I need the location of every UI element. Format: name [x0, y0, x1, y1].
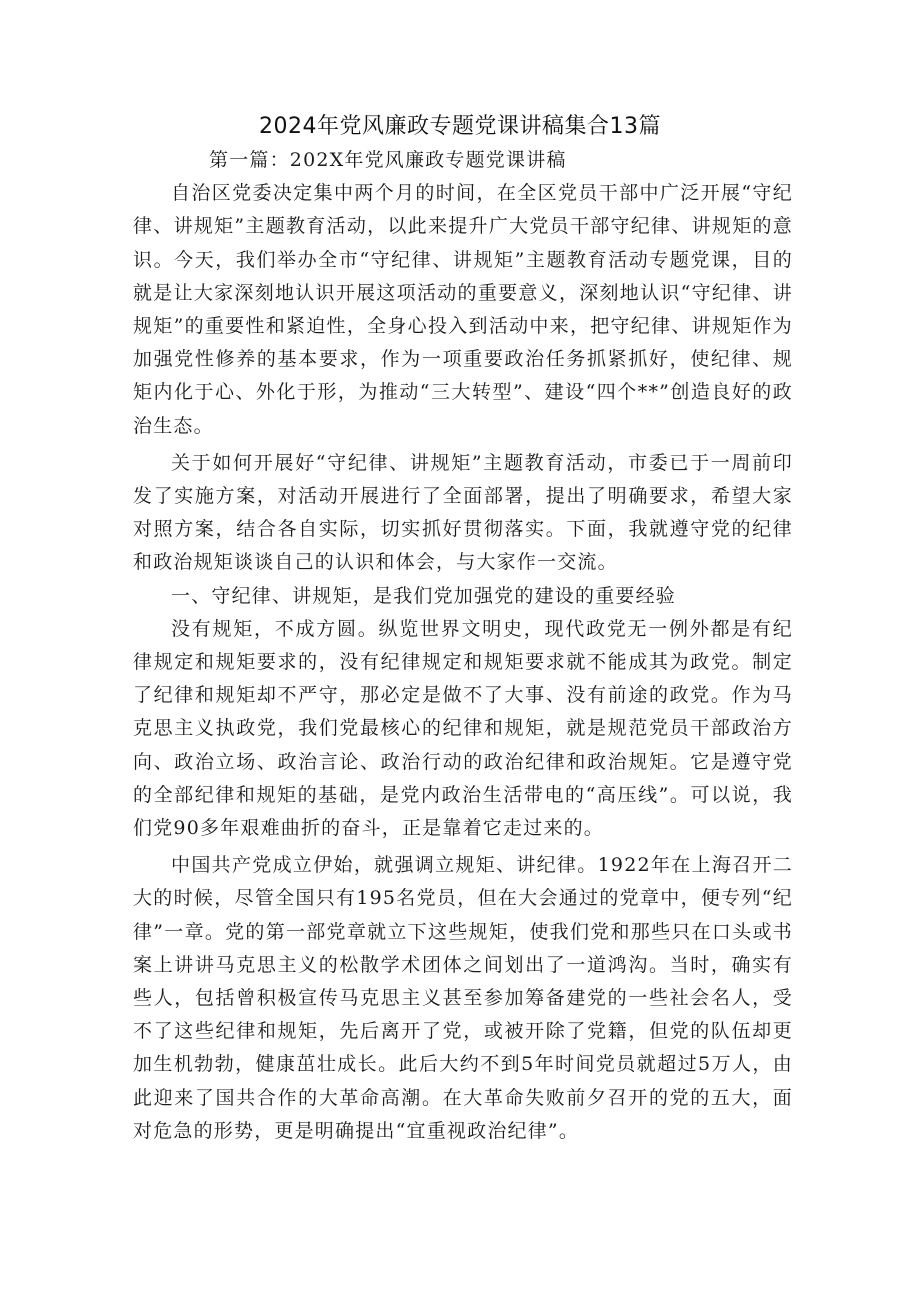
- paragraph-rules: 没有规矩，不成方圆。纵览世界文明史，现代政党无一例外都是有纪律规定和规矩要求的，没有纪律规定和规矩要求就不能成其为政党。制定了纪律和规矩却不严守，那必定是做不了大事、没有前途的政党。作为马克思主义执政党，我们党最核心的纪律和规矩，就是规范党员干部政治方向、政治立场、政治言论、政治行动的政治纪律和政治规矩。它是遵守党的全部纪律和规矩的基础，是党内政治生活带电的“高压线”。可以说，我们党90多年艰难曲折的奋斗，正是靠着它走过来的。: [133, 617, 793, 840]
- document-title: 2024年党风廉政专题党课讲稿集合13篇: [259, 114, 661, 139]
- paragraph-intro: 自治区党委决定集中两个月的时间，在全区党员干部中广泛开展“守纪律、讲规矩”主题教育活动，以此来提升广大党员干部守纪律、讲规矩的意识。今天，我们举办全市“守纪律、讲规矩”主题教育活动专题党课，目的就是让大家深刻地认识开展这项活动的重要意义，深刻地认识“守纪律、讲规矩”的重要性和紧迫性，全身心投入到活动中来，把守纪律、讲规矩作为加强党性修养的基本要求，作为一项重要政治任务抓紧抓好，使纪律、规矩内化于心、外化于形，为推动“三大转型”、建设“四个**”创造良好的政治生态。: [133, 182, 793, 437]
- document-body: [133, 144, 793, 1148]
- paragraph-plan: 关于如何开展好“守纪律、讲规矩”主题教育活动，市委已于一周前印发了实施方案，对活动开展进行了全面部署，提出了明确要求，希望大家对照方案，结合各自实际，切实抓好贯彻落实。下面，我就遵守党的纪律和政治规矩谈谈自己的认识和体会，与大家作一交流。: [133, 451, 793, 574]
- section-heading-1: 一、守纪律、讲规矩，是我们党加强党的建设的重要经验: [171, 584, 677, 607]
- document-subtitle: 第一篇：202X年党风廉政专题党课讲稿: [209, 149, 567, 171]
- paragraph-history: 中国共产党成立伊始，就强调立规矩、讲纪律。1922年在上海召开二大的时候，尽管全国只有195名党员，但在大会通过的党章中，便专列“纪律”一章。党的第一部党章就立下这些规矩，使我们党和那些只在口头或书案上讲讲马克思主义的松散学术团体之间划出了一道鸿沟。当时，确实有些人，包括曾积极宣传马克思主义甚至参加筹备建党的一些社会名人，受不了这些纪律和规矩，先后离开了党，或被开除了党籍，但党的队伍却更加生机勃勃，健康茁壮成长。此后大约不到5年时间党员就超过5万人，由此迎来了国共合作的大革命高潮。在大革命失败前夕召开的党的五大，面对危急的形势，更是明确提出“宜重视政治纪律”。: [133, 854, 793, 1142]
